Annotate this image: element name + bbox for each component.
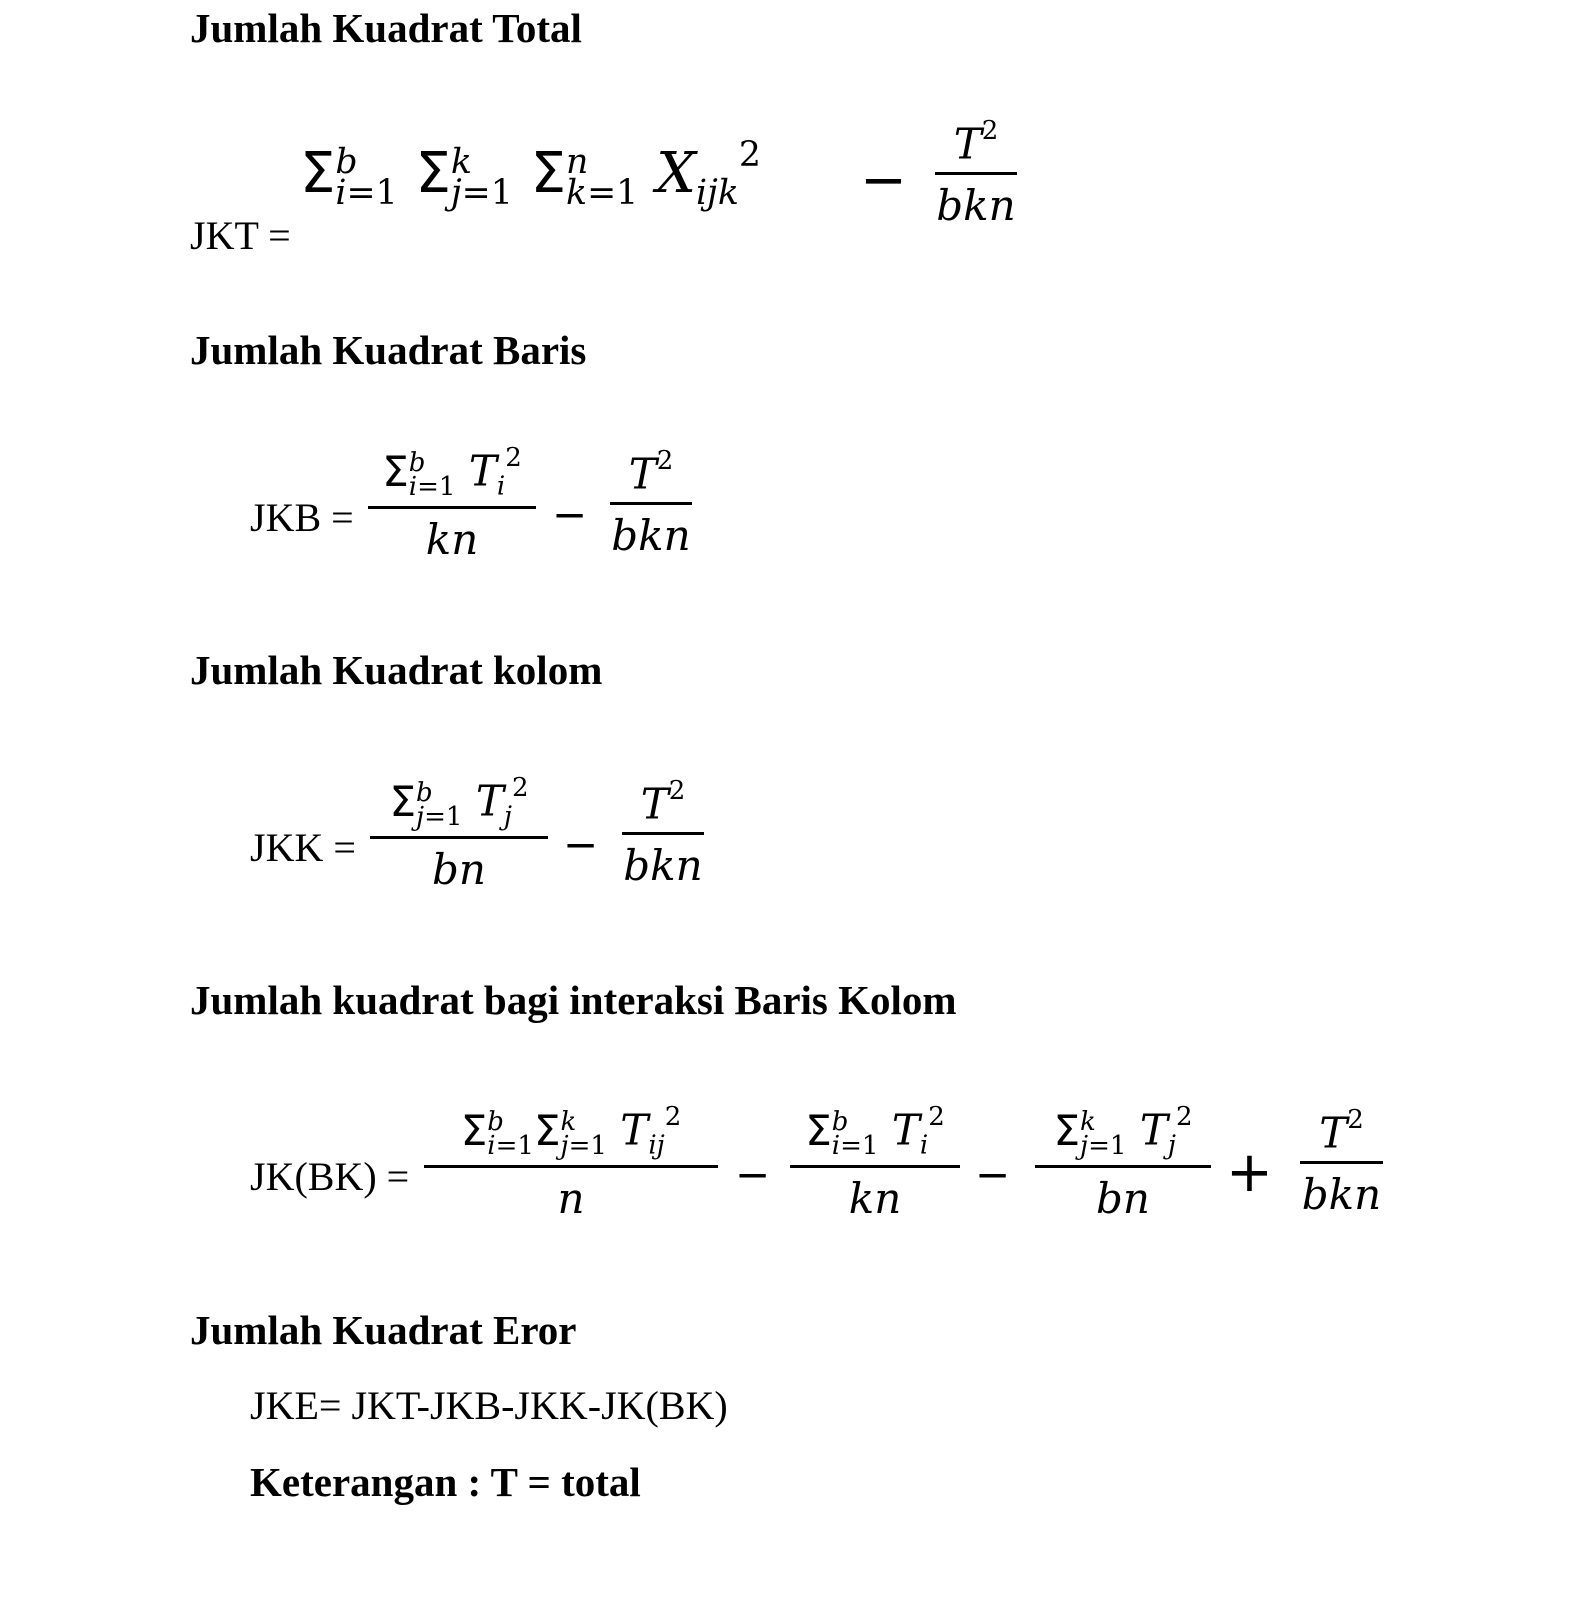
heading-jkk: Jumlah Kuadrat kolom xyxy=(190,647,603,693)
keterangan: Keterangan : T = total xyxy=(250,1459,641,1505)
label-jkb: JKB = xyxy=(250,495,354,540)
formula-jke: JKE= JKT-JKB-JKK-JK(BK) xyxy=(250,1383,728,1428)
heading-jke: Jumlah Kuadrat Eror xyxy=(190,1307,577,1353)
heading-jkb: Jumlah Kuadrat Baris xyxy=(190,327,587,373)
heading-jkbk: Jumlah kuadrat bagi interaksi Baris Kolom xyxy=(190,977,957,1023)
label-jkt: JKT = xyxy=(190,213,291,258)
heading-jkt: Jumlah Kuadrat Total xyxy=(190,5,582,51)
label-jkk: JKK = xyxy=(250,825,356,870)
label-jkbk: JK(BK) = xyxy=(250,1154,410,1199)
